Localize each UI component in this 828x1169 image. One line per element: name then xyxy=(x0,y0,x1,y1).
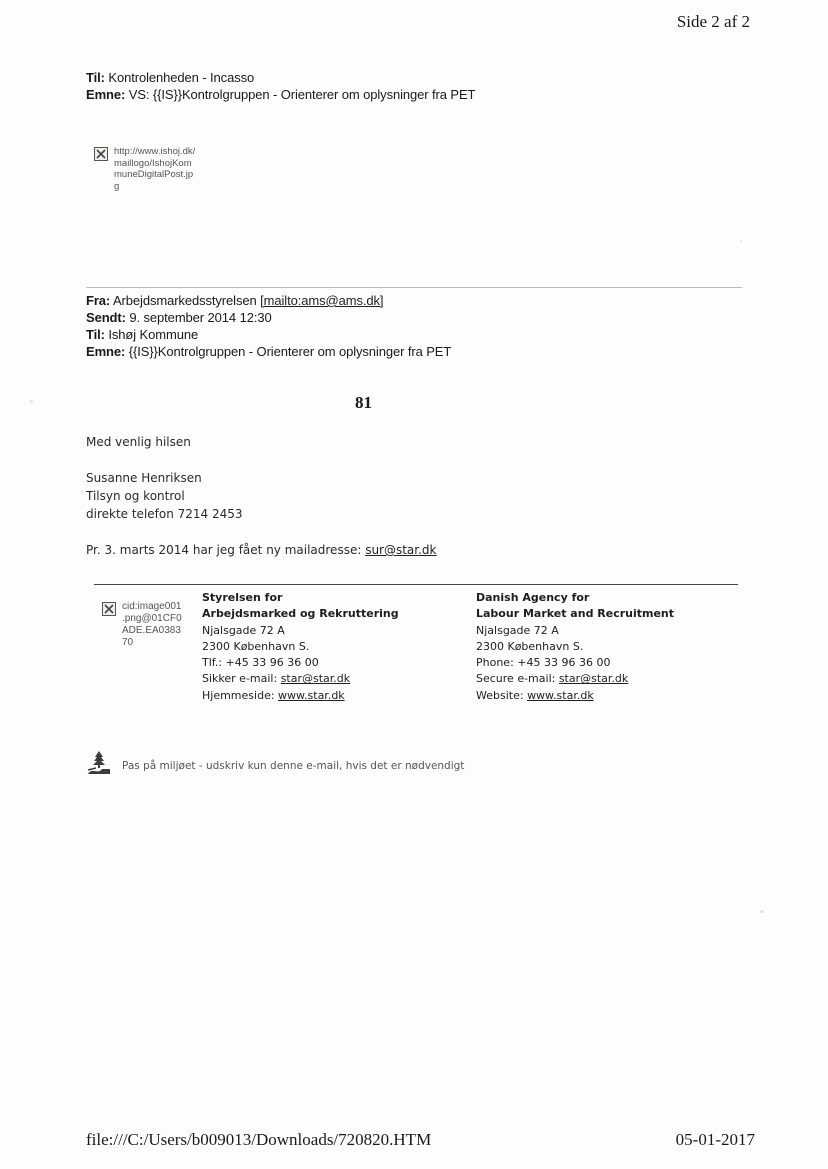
scan-speck xyxy=(30,400,33,403)
phone: Phone: +45 33 96 36 00 xyxy=(476,656,611,670)
to-line xyxy=(86,326,451,343)
new-email-link[interactable]: sur@star.dk xyxy=(365,543,437,557)
footer-date: 05-01-2017 xyxy=(675,1130,755,1149)
scan-speck xyxy=(760,910,764,913)
to-value: Ishøj Kommune xyxy=(108,327,199,342)
sender-phone: direkte telefon 7214 2453 xyxy=(86,507,243,521)
alt-line: muneDigitalPost.jp xyxy=(114,169,194,180)
signature-alt-text xyxy=(122,601,182,649)
logo-image-placeholder xyxy=(94,146,195,192)
agency-name-line1: Styrelsen for xyxy=(202,591,283,604)
city-address: 2300 København S. xyxy=(476,639,584,653)
from-value: Arbejdsmarkedsstyrelsen xyxy=(112,293,257,308)
website-label: Website: xyxy=(476,688,528,702)
phone: Tlf.: +45 33 96 36 00 xyxy=(202,656,319,670)
secure-email-label: Sikker e-mail: xyxy=(202,672,281,686)
logo-alt-text xyxy=(114,146,195,192)
forward-header xyxy=(86,69,475,103)
eco-notice xyxy=(86,750,464,781)
signature-english xyxy=(476,590,674,704)
document-number: 81 xyxy=(355,393,372,412)
subject-label: Emne: xyxy=(86,344,126,359)
secure-email-link[interactable]: star@star.dk xyxy=(558,672,629,686)
sender-name: Susanne Henriksen xyxy=(86,471,202,485)
sent-value: 9. september 2014 12:30 xyxy=(129,310,272,325)
secure-email-line xyxy=(476,671,674,687)
street-address: Njalsgade 72 A xyxy=(476,623,559,637)
alt-line: .png@01CF0 xyxy=(122,613,182,624)
sent-line xyxy=(86,309,451,326)
page-number: Side 2 af 2 xyxy=(676,12,750,31)
street-address: Njalsgade 72 A xyxy=(202,623,285,637)
website-label: Hjemmeside: xyxy=(202,688,279,702)
agency-name-line1: Danish Agency for xyxy=(476,591,590,604)
broken-image-icon xyxy=(102,602,116,616)
alt-line: http://www.ishoj.dk/ xyxy=(114,146,196,157)
sender-department: Tilsyn og kontrol xyxy=(86,489,185,503)
signature-divider xyxy=(94,584,738,585)
secure-email-label: Secure e-mail: xyxy=(476,672,559,686)
website-line xyxy=(476,688,674,704)
subject-line xyxy=(86,343,451,360)
alt-line: 70 xyxy=(122,637,134,648)
sender-block xyxy=(86,469,243,523)
agency-name-line2: Arbejdsmarked og Rekruttering xyxy=(202,607,399,621)
forward-subject-line xyxy=(86,86,475,103)
tree-eco-icon xyxy=(86,750,112,781)
greeting: Med venlig hilsen xyxy=(86,435,191,449)
sent-label: Sendt: xyxy=(86,310,126,325)
notice-text: Pr. 3. marts 2014 har jeg fået ny mailadresse: xyxy=(86,543,366,557)
original-header xyxy=(86,292,451,360)
alt-line: ADE.EA0383 xyxy=(122,625,181,636)
city-address: 2300 København S. xyxy=(202,639,310,653)
alt-line: maillogo/IshojKom xyxy=(114,157,192,169)
subject-value: VS: {{IS}}Kontrolgruppen - Orienterer om oplysninger fra PET xyxy=(128,87,476,102)
from-line xyxy=(86,292,451,309)
signature-danish xyxy=(202,590,399,704)
alt-line: cid:image001 xyxy=(122,601,182,612)
subject-value: {{IS}}Kontrolgruppen - Orienterer om oplysninger fra PET xyxy=(128,344,452,359)
website-link[interactable]: www.star.dk xyxy=(527,688,594,702)
alt-line: g xyxy=(114,180,120,192)
agency-name-line2: Labour Market and Recruitment xyxy=(476,607,675,621)
header-divider xyxy=(86,287,742,288)
secure-email-line xyxy=(202,671,399,687)
footer-file-path: file:///C:/Users/b009013/Downloads/720820.HTM xyxy=(86,1130,432,1149)
to-label: Til: xyxy=(86,70,105,85)
website-link[interactable]: www.star.dk xyxy=(278,688,345,702)
secure-email-link[interactable]: star@star.dk xyxy=(280,672,351,686)
broken-image-icon xyxy=(94,147,108,161)
from-mailto-link[interactable]: [mailto:ams@ams.dk] xyxy=(260,293,384,308)
website-line xyxy=(202,688,399,704)
signature-image-placeholder xyxy=(102,601,182,649)
to-value: Kontrolenheden - Incasso xyxy=(108,70,255,85)
scan-speck xyxy=(740,240,742,242)
email-change-notice xyxy=(86,541,437,559)
from-label: Fra: xyxy=(86,293,111,308)
to-label: Til: xyxy=(86,327,105,342)
forward-to-line xyxy=(86,69,475,86)
subject-label: Emne: xyxy=(86,87,126,102)
eco-notice-text: Pas på miljøet - udskriv kun denne e-mail, hvis det er nødvendigt xyxy=(122,759,465,772)
